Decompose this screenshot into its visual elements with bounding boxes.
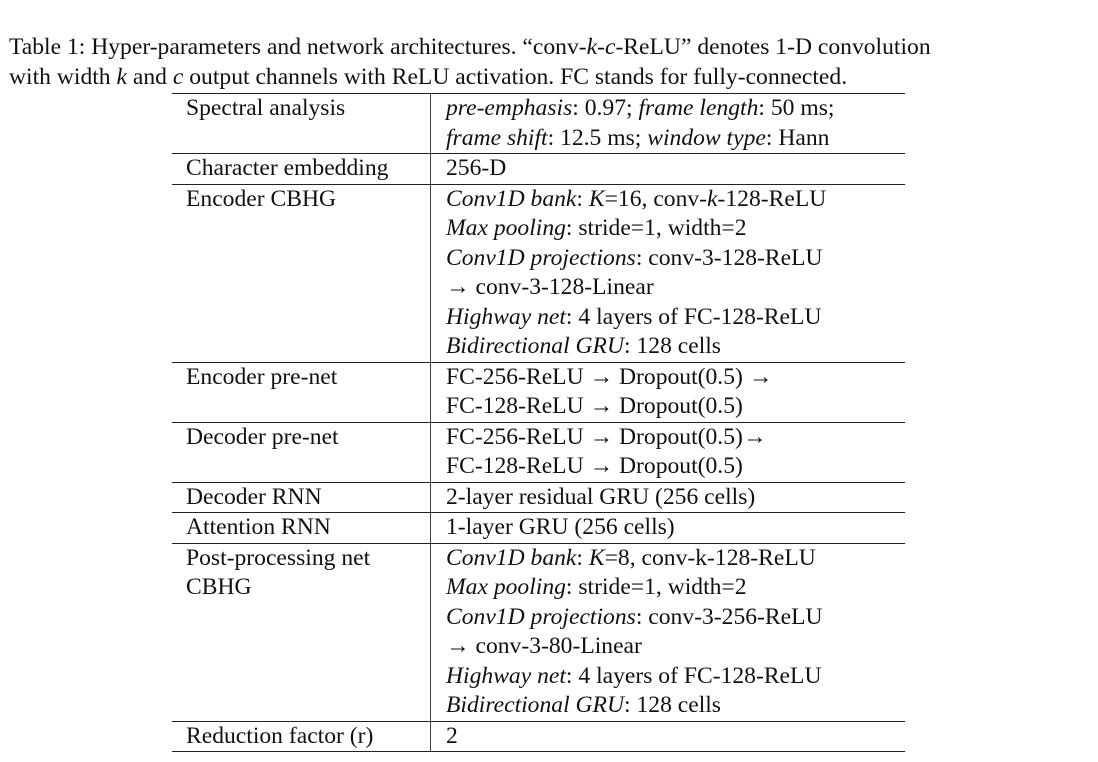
text-segment: K	[588, 544, 605, 571]
text-segment: :	[576, 544, 589, 571]
parameter-value-line	[446, 513, 905, 543]
text-segment: FC-128-ReLU → Dropout(0.5)	[446, 453, 743, 479]
text-segment: → conv-3-80-Linear	[446, 633, 642, 659]
caption-line-2	[9, 63, 931, 93]
text-segment: : Hann	[765, 124, 830, 151]
text-segment: c	[604, 34, 616, 60]
text-segment: : stride=1, width=2	[565, 574, 747, 600]
text-segment: =16, conv-	[604, 185, 708, 212]
text-segment: 1-layer GRU (256 cells)	[446, 514, 675, 540]
text-segment: : 128 cells	[624, 333, 721, 359]
text-segment: FC-256-ReLU → Dropout(0.5) →	[446, 363, 773, 390]
text-segment: Bidirectional GRU	[446, 333, 625, 359]
parameter-value-line	[446, 303, 905, 333]
parameter-name: Reduction factor (r)	[186, 722, 374, 749]
text-segment: :	[576, 185, 589, 212]
caption-line-1	[9, 33, 931, 63]
parameter-value-line	[446, 483, 905, 513]
text-segment: c	[172, 63, 184, 90]
parameter-value-line	[446, 273, 905, 303]
parameter-value-line	[446, 185, 905, 215]
text-segment: Max pooling	[446, 215, 566, 241]
parameter-value-cell	[431, 154, 905, 184]
table-row	[172, 483, 905, 514]
parameter-value-line	[446, 722, 905, 752]
text-segment: 256-D	[446, 155, 507, 181]
parameter-value-line	[446, 244, 905, 274]
parameter-value-cell	[431, 722, 905, 752]
parameter-name: Spectral analysis	[186, 95, 346, 121]
text-segment: Table 1: Hyper-parameters and network architectures. “conv-	[9, 34, 587, 60]
table-row	[172, 722, 905, 753]
parameter-name-cell	[172, 722, 431, 752]
text-segment: : conv-3-128-ReLU	[635, 244, 823, 271]
parameter-name-cell	[172, 185, 431, 362]
text-segment: window type	[647, 124, 766, 151]
parameter-value-line	[446, 452, 905, 482]
table-row	[172, 94, 905, 154]
text-segment: =8, conv-k-128-ReLU	[604, 544, 816, 571]
text-segment: : 4 layers of FC-128-ReLU	[565, 303, 822, 330]
table-row	[172, 363, 905, 423]
parameter-value-line	[446, 691, 905, 721]
hyperparameter-table	[172, 93, 905, 752]
text-segment: Highway net	[446, 662, 566, 689]
table-caption	[9, 33, 931, 92]
text-segment: : stride=1, width=2	[565, 215, 747, 241]
parameter-value-line	[446, 124, 905, 154]
parameter-name-cell	[172, 423, 431, 482]
parameter-value-line	[446, 603, 905, 633]
text-segment: -	[597, 34, 605, 60]
parameter-value-line	[446, 332, 905, 362]
parameter-value-line	[446, 423, 905, 453]
text-segment: and	[126, 63, 173, 90]
table-row	[172, 154, 905, 185]
text-segment: output channels with ReLU activation. FC stands for fully-connected.	[183, 63, 848, 90]
parameter-name-cell	[172, 363, 431, 422]
text-segment: : conv-3-256-ReLU	[635, 603, 823, 630]
text-segment: Conv1D projections	[446, 244, 636, 271]
parameter-value-line	[446, 154, 905, 184]
text-segment: Bidirectional GRU	[446, 692, 625, 718]
parameter-value-cell	[431, 185, 905, 362]
text-segment: FC-128-ReLU → Dropout(0.5)	[446, 393, 743, 419]
parameter-value-line	[446, 544, 905, 574]
text-segment: : 12.5 ms;	[547, 124, 648, 151]
text-segment: K	[588, 185, 605, 212]
parameter-value-cell	[431, 544, 905, 721]
parameter-value-line	[446, 573, 905, 603]
parameter-name: Decoder RNN	[186, 483, 322, 510]
parameter-value-line	[446, 662, 905, 692]
parameter-name-cell	[172, 154, 431, 184]
table-row	[172, 423, 905, 483]
parameter-name: CBHG	[186, 574, 252, 600]
text-segment: : 128 cells	[624, 692, 721, 718]
text-segment: pre-emphasis	[446, 95, 573, 121]
parameter-name-cell	[172, 483, 431, 513]
parameter-name: Decoder pre-net	[186, 423, 339, 450]
parameter-value-cell	[431, 363, 905, 422]
parameter-value-line	[446, 94, 905, 124]
text-segment: : 50 ms;	[758, 95, 835, 121]
text-segment: 2-layer residual GRU (256 cells)	[446, 483, 756, 510]
table-row	[172, 513, 905, 544]
parameter-value-cell	[431, 94, 905, 153]
table-row	[172, 544, 905, 722]
text-segment: FC-256-ReLU → Dropout(0.5)→	[446, 423, 767, 450]
text-segment: -ReLU” denotes 1-D convolution	[615, 34, 931, 60]
text-segment: frame length	[638, 95, 759, 121]
text-segment: k	[116, 63, 127, 90]
parameter-name: Encoder pre-net	[186, 363, 338, 390]
parameter-name-cell	[172, 544, 431, 721]
text-segment: → conv-3-128-Linear	[446, 274, 654, 300]
text-segment: -128-ReLU	[717, 185, 827, 212]
text-segment: : 0.97;	[572, 95, 639, 121]
text-segment: Highway net	[446, 303, 566, 330]
parameter-value-cell	[431, 513, 905, 543]
parameter-name: Encoder CBHG	[186, 185, 337, 212]
text-segment: k	[707, 185, 718, 212]
parameter-value-line	[446, 632, 905, 662]
text-segment: : 4 layers of FC-128-ReLU	[565, 662, 822, 689]
parameter-value-line	[446, 363, 905, 393]
parameter-name-cell	[172, 94, 431, 153]
text-segment: Max pooling	[446, 574, 566, 600]
table-row	[172, 185, 905, 363]
parameter-value-cell	[431, 483, 905, 513]
text-segment: Conv1D bank	[446, 185, 577, 212]
parameter-name: Character embedding	[186, 155, 389, 181]
text-segment: Conv1D projections	[446, 603, 636, 630]
text-segment: frame shift	[446, 124, 548, 151]
parameter-name: Attention RNN	[186, 514, 331, 540]
text-segment: k	[586, 34, 598, 60]
parameter-value-line	[446, 392, 905, 422]
text-segment: 2	[446, 722, 458, 749]
parameter-value-cell	[431, 423, 905, 482]
parameter-name-cell	[172, 513, 431, 543]
parameter-name: Post-processing net	[186, 544, 371, 571]
parameter-value-line	[446, 214, 905, 244]
text-segment: with width	[9, 63, 117, 90]
text-segment: Conv1D bank	[446, 544, 577, 571]
